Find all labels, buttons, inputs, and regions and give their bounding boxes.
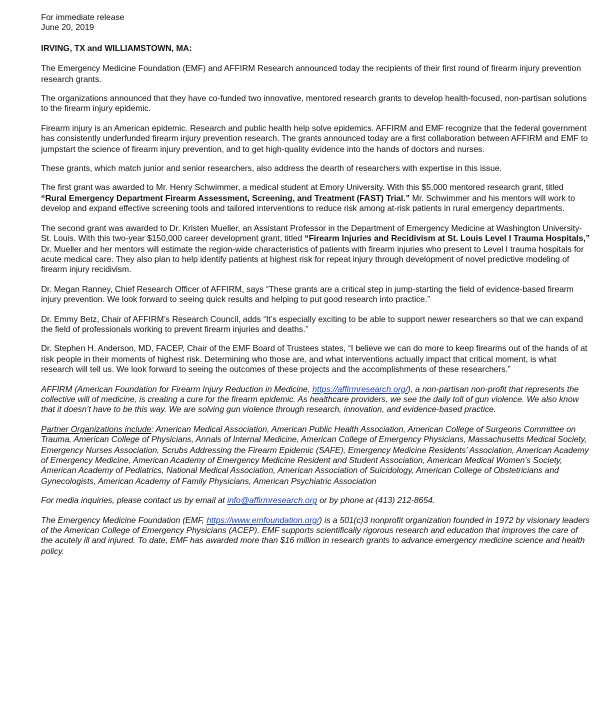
emf-about-text-b: ) is a 501(c)3 nonprofit organization founded in 1972 by visionary leaders of the American College of Emergency Physicians (ACEP). EMF supports scientifically rigorous research and education that improves the care of the acutely ill and injured. To date, EMF has awarded more than $16 million in research grants to advance emergency medicine science and health policy. [41, 514, 590, 556]
emf-about-text-a: The Emergency Medicine Foundation (EMF, [41, 514, 207, 525]
quote-anderson: Dr. Stephen H. Anderson, MD, FACEP, Chair of the EMF Board of Trustees states, “I believe we can do more to keep firearms out of the hands of at risk people in their moments of highest risk. Determining who those are, and what interventions actually impact that critical moment, is what research will tell us. We look forward to seeing the outcomes of these projects and the accomplishments of these researchers.” [41, 343, 588, 375]
media-email-link[interactable]: info@affirmresearch.org [227, 495, 318, 506]
second-grant-text-b: Dr. Mueller and her mentors will estimate the region-wide characteristics of patients with firearm injuries who present to Level I trauma hospitals for acute medical care. They also plan to help identify patients at highest risk for repeat injury through development of novel predictive modeling of firearm injury recidivism. [41, 243, 584, 275]
release-header [41, 12, 591, 33]
paragraph-announcement: The Emergency Medicine Foundation (EMF) and AFFIRM Research announced today the recipients of their first round of firearm injury prevention research grants. [41, 63, 581, 84]
partners-label: Partner Organizations include [41, 423, 152, 434]
release-date: June 20, 2019 [41, 22, 95, 33]
partners-list: : American Medical Association, American Public Health Association, American College of Surgeons Committee on Trauma, American College of Physicians, Annals of Internal Medicine, American College of Emergency Physicians, Massachusetts Medical Society, Emergency Nurses Association, Scrubs Addressing the Firearm Epidemic (SAFE), Emergency Medicine Residents’ Association, American Academy of Emergency Medicine, American Academy of Emergency Medicine Resident and Student Association, American Medical Women’s Society, American Academy of Pediatrics, National Medical Association, American Association of Suicidology, American College of Obstetricians and Gynecologists, American Academy of Family Physicians, American Psychiatric Association [41, 423, 589, 486]
first-grant-text-b: Mr. Schwimmer and his mentors will work to develop and expand effective screening tools and tailored interventions to reduce risk among at-risk patients in rural emergency departments. [41, 192, 575, 214]
release-label: For immediate release [41, 12, 125, 22]
affirm-about [41, 384, 591, 415]
first-grant-title: “Rural Emergency Department Firearm Assessment, Screening, and Treatment (FAST) Trial.” [41, 192, 410, 203]
paragraph-epidemic: Firearm injury is an American epidemic. Research and public health help solve epidemics. AFFIRM and EMF recognize that the federal government has consistently underfunded firearm injury prevention research. The grants announced today are a first collaboration between AFFIRM and EMF to jumpstart the science of firearm injury prevention, and to get high-quality evidence into the hands of doctors and nurses. [41, 122, 588, 154]
media-text-b: or by phone at (413) 212-8654. [317, 495, 435, 506]
media-inquiries [41, 495, 591, 505]
first-grant-text-a: The first grant was awarded to Mr. Henry Schwimmer, a medical student at Emory University. With this $5,000 mentored research grant, titled [41, 182, 564, 193]
second-grant-title: “Firearm Injuries and Recidivism at St. Louis Level I Trauma Hospitals,” [304, 233, 590, 244]
quote-ranney: Dr. Megan Ranney, Chief Research Officer of AFFIRM, says “These grants are a critical step in jump-starting the field of evidence-based firearm injury prevention. We look forward to seeing quick results and helping to put good research into practice.” [41, 283, 574, 305]
media-text-a: For media inquiries, please contact us by email at [41, 495, 228, 506]
paragraph-researchers: These grants, which match junior and senior researchers, also address the dearth of researchers with expertise in this issue. [41, 163, 502, 174]
dateline: IRVING, TX and WILLIAMSTOWN, MA: [41, 42, 192, 53]
paragraph-cofunded: The organizations announced that they have co-funded two innovative, mentored research grants to develop health-focused, non-partisan solutions to the firearm injury epidemic. [41, 93, 587, 114]
emf-about [41, 515, 591, 557]
affirm-about-text-b: ), a non-partisan non-profit that represents the collective will of medicine, is creating a cure for the firearm epidemic. As healthcare providers, we see the daily toll of gun violence. We also know that it doesn’t have to be this way. We are solving gun violence through research, innovation, and evidence-based practice. [41, 383, 579, 415]
second-grant-text-a: The second grant was awarded to Dr. Kristen Mueller, an Assistant Professor in the Department of Emergency Medicine at Washington University-St. Louis. With this two-year $150,000 career development grant, titled [41, 222, 583, 244]
paragraph-second-grant [41, 223, 591, 275]
paragraph-first-grant [41, 182, 591, 213]
quote-betz: Dr. Emmy Betz, Chair of AFFIRM’s Research Council, adds “It’s especially exciting to be able to support newer researchers so that we can expand the field of professionals working to prevent firearm injuries and deaths.” [41, 313, 583, 334]
affirm-about-text-a: AFFIRM (American Foundation for Firearm Injury Reduction in Medicine, [41, 383, 313, 394]
partner-organizations [41, 424, 591, 486]
emf-link[interactable]: https://www.emfoundation.org/ [206, 514, 320, 525]
affirm-link[interactable]: https://affirmresearch.org/ [312, 383, 408, 394]
